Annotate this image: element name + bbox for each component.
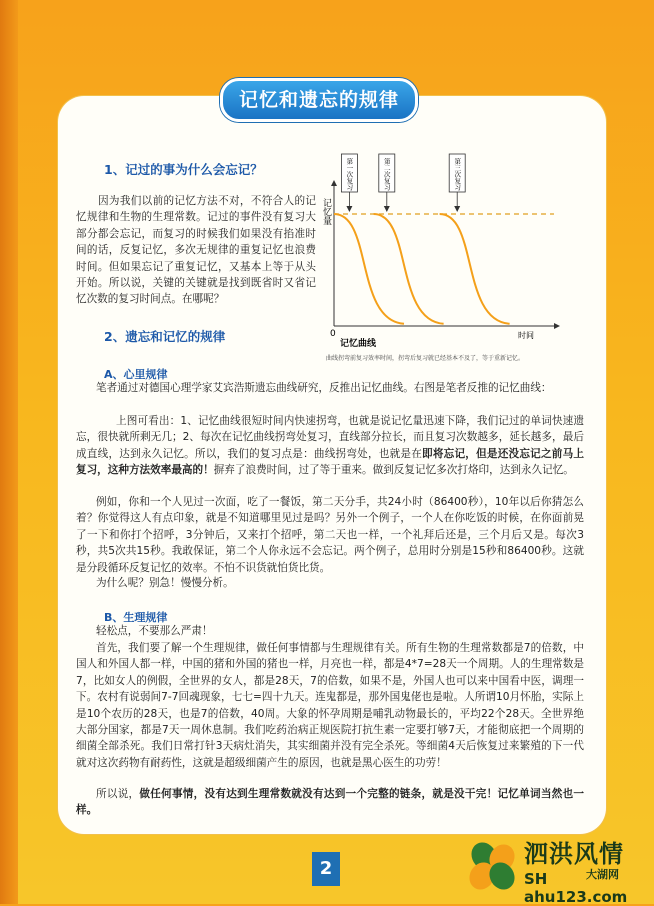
y-axis-label: 记忆量 [321, 198, 331, 225]
para-a2-bold: 即将忘记，但是还没忘记之前马上复习，这种方法效率最高的！ [76, 447, 585, 477]
para-b3-bold: 做任何事情，没有达到生理常数就没有达到一个完整的链条，就是没干完！记忆单词当然也一样。 [76, 788, 585, 817]
para-a4: 为什么呢？别急！慢慢分析。 [96, 577, 234, 589]
page-number: 2 [312, 852, 340, 886]
logo-url: SH ahu123.com [524, 870, 628, 906]
site-logo [462, 830, 652, 904]
para-a1: 笔者通过对德国心理学家艾宾浩斯遗忘曲线研究，反推出记忆曲线。右图是笔者反推的记忆曲线： [96, 382, 552, 394]
page-title: 记忆和遗忘的规律 [220, 78, 418, 122]
para-b3 [76, 786, 584, 819]
y-axis-arrow [331, 180, 337, 186]
chart-caption: 曲线拐弯前复习效率时间，拐弯后复习就已经基本不及了，等于重新记忆。 [326, 355, 525, 362]
section1-heading: 1、记过的事为什么会忘记？ [104, 162, 263, 177]
x-axis-arrow [554, 323, 560, 329]
section1-body: 因为我们以前的记忆方法不对，不符合人的记忆规律和生物的生理常数。记过的事件没有复习大部分都会忘记，而复习的时候我们如果没有掐准时间的话，反复记忆，多次无规律的重复记忆也浪费时间。但如果忘记了重复记忆，又基本上等于从头开始。所以说，关键的关键就是找到既省时又省记忆次数的复习时间点。在哪呢？ [76, 195, 316, 306]
logo-name: 泗洪风情 [524, 840, 624, 868]
para-a2-post: 摒弃了浪费时间，过了等于重来。做到反复记忆多次打烙印，达到永久记忆。 [213, 464, 574, 477]
origin-label: 0 [330, 329, 336, 339]
page-spine [0, 0, 18, 904]
review-label-1: 第一次复习 [345, 158, 354, 191]
review-marker-1 [341, 154, 357, 212]
para-b3-pre: 所以说， [96, 788, 140, 800]
clover-icon [462, 836, 522, 896]
para-a2 [76, 413, 584, 479]
para-a2-pre: 上图可看出：1、记忆曲线很短时间内快速拐弯，也就是说记忆量迅速下降，我们记过的单词快速遗忘，很快就所剩无几；2、每次在记忆曲线拐弯处复习，直线部分拉长，而且复习次数越多，延长越多，最后成直线，达到永久记忆。所以，我们的复习点是：曲线拐弯处，也就是在 [76, 415, 584, 460]
review-label-3: 第三次复习 [453, 158, 462, 191]
sub-a-heading: A、心里规律 [104, 368, 168, 381]
memory-curve-3 [440, 214, 510, 324]
sub-b-heading: B、生理规律 [104, 611, 168, 624]
chart-svg [320, 140, 570, 364]
para-b2: 首先，我们要了解一个生理规律，做任何事情都与生理规律有关。所有生物的生理常数都是7的倍数，中国人和外国人都一样，中国的猪和外国的猪也一样，月亮也一样，都是4*7=28天一个周期。人的生理常数是7，比如女人的例假，全世界的女人，都是28天，7的倍数，如果不是，外国人也可以来中国看中医，调理一下。农村有说弱间7-7回魂现象，七七=四十九天。连鬼都是，那外国鬼佬也是啦。人所谓10月怀胎，实际上是10个农历的28天，也是7的倍数，40周。大象的怀孕周期是哺乳动物最长的，平均22个28天。全世界绝大部分国家，都是7天一周休息制。我们吃药治病正规医院打抗生素一定要打够7天，才能彻底把一个周期的细菌全部杀死。我们日常打针3天病灶消失，其实细菌并没有完全杀死。等细菌4天后恢复过来繁殖的下一代就对这次药物有耐药性，这就是超级细菌产生的原因，也就是黑心医生的功劳！ [76, 642, 584, 769]
para-b1: 轻松点，不要那么严肃！ [96, 625, 213, 637]
memory-curve-chart [320, 140, 570, 364]
x-axis-label: 时间 [518, 331, 534, 340]
logo-sub: 大湖网 [586, 868, 619, 881]
memory-curve-2 [374, 214, 444, 324]
para-a3: 例如，你和一个人见过一次面，吃了一餐饭，第二天分手，共24小时（86400秒），10年以后你猜怎么着？你觉得这人有点印象，就是不知道哪里见过是吗？另外一个例子，一个人在你吃饭的时候，在你面前晃了一下和你打个招呼，3分钟后，又来打个招呼，第二天也一样，一个礼拜后还是，三个月后又是。每次3秒，共5次共15秒。我敢保证，第二个人你永远不会忘记。两个例子，总用时分别是15秒和86400秒。这就是分段循环反复记忆的效率。不怕不识货就怕货比货。 [76, 496, 584, 574]
review-marker-2 [379, 154, 395, 212]
section2-heading: 2、遗忘和记忆的规律 [104, 329, 226, 344]
review-marker-3 [449, 154, 465, 212]
review-label-2: 第二次复习 [382, 158, 391, 191]
curve-label: 记忆曲线 [340, 339, 377, 349]
